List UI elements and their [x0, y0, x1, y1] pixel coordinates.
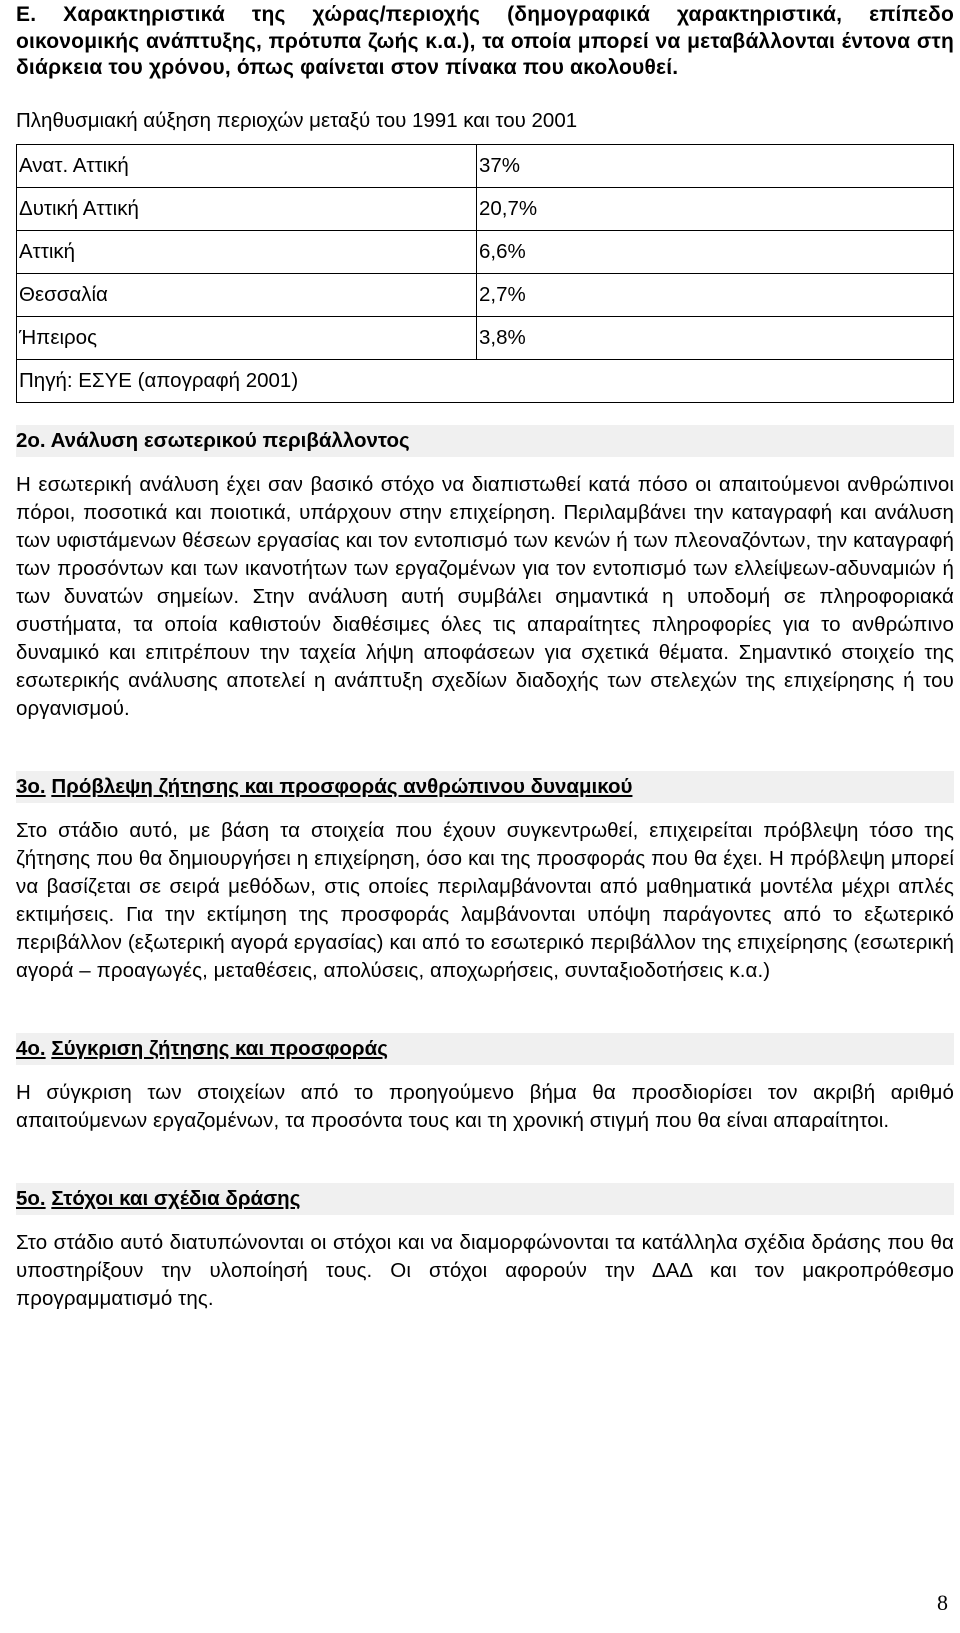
value-cell: 20,7% — [477, 187, 954, 230]
value-cell: 2,7% — [477, 273, 954, 316]
region-cell: Ήπειρος — [17, 316, 477, 359]
value-cell: 37% — [477, 144, 954, 187]
section-body-4: Η σύγκριση των στοιχείων από το προηγούμενο βήμα θα προσδιορίσει τον ακριβή αριθμό απαιτούμενων εργαζομένων, τα προσόντα τους και τη χρονική στιγμή που θα είναι απαραίτητοι. — [16, 1080, 954, 1132]
region-cell: Αττική — [17, 230, 477, 273]
table-row — [17, 187, 954, 230]
section-heading-4 — [16, 1033, 954, 1065]
section-title: Πρόβλεψη ζήτησης και προσφοράς ανθρώπινου δυναμικού — [51, 774, 633, 798]
section-number: 4ο. — [16, 1036, 46, 1060]
section-body-2: Η εσωτερική ανάλυση έχει σαν βασικό στόχο να διαπιστωθεί κατά πόσο οι απαιτούμενοι ανθρώπινοι πόροι, ποσοτικά και ποιοτικά, υπάρχουν στην επιχείρηση. Περιλαμβάνει την καταγραφή και ανάλυση των υφιστάμενων θέσεων εργασίας και τον εντοπισμό των κενών ή των πλεοναζόντων, την καταγραφή των προσόντων και των ικανοτήτων των εργαζομένων για τον εντοπισμό των ελλείψεων-αδυναμιών ή των δυνατών σημείων. Στην ανάλυση αυτή συμβάλει σημαντικά η υποδομή σε πληροφοριακά συστήματα, τα οποία καθιστούν διαθέσιμες όλες τις απαραίτητες πληροφορίες για το ανθρώπινο δυναμικό και επιτρέπουν την ταχεία λήψη αποφάσεων για σχετικά θέματα. Σημαντικό στοιχείο της εσωτερικής ανάλυσης αποτελεί η ανάπτυξη σχεδίων διαδοχής των στελεχών της επιχείρησης ή του οργανισμού. — [16, 472, 954, 720]
region-cell: Δυτική Αττική — [17, 187, 477, 230]
section-heading-5 — [16, 1183, 954, 1215]
table-row — [17, 230, 954, 273]
section-heading-2 — [16, 425, 954, 457]
region-cell: Ανατ. Αττική — [17, 144, 477, 187]
table-source-row — [17, 359, 954, 402]
population-growth-table — [16, 144, 954, 403]
region-cell: Θεσσαλία — [17, 273, 477, 316]
page-number: 8 — [937, 1590, 948, 1615]
section-number: 2ο. — [16, 428, 46, 452]
section-body-3: Στο στάδιο αυτό, με βάση τα στοιχεία που έχουν συγκεντρωθεί, επιχειρείται πρόβλεψη τόσο της ζήτησης που θα δημιουργήσει η επιχείρηση, όσο και της προσφοράς που θα έχει. Η πρόβλεψη μπορεί να βασίζεται σε σειρά μεθόδων, στις οποίες περιλαμβάνονται από μαθηματικά μοντέλα μέχρι απλές εκτιμήσεις. Για την εκτίμηση της προσφοράς λαμβάνονται υπόψη παράγοντες από το εξωτερικό περιβάλλον (εξωτερική αγορά εργασίας) και από το εσωτερικό περιβάλλον της επιχείρησης (εσωτερική αγορά – προαγωγές, μεταθέσεις, απολύσεις, αποχωρήσεις, συνταξιοδοτήσεις κ.α.) — [16, 818, 954, 982]
table-row — [17, 144, 954, 187]
section-title: Ανάλυση εσωτερικού περιβάλλοντος — [50, 428, 410, 452]
section-number: 5ο. — [16, 1186, 46, 1210]
table-caption: Πληθυσμιακή αύξηση περιοχών μεταξύ του 1991 και του 2001 — [16, 108, 578, 132]
section-number: 3ο. — [16, 774, 46, 798]
section-title: Στόχοι και σχέδια δράσης — [51, 1186, 301, 1210]
table-row — [17, 273, 954, 316]
value-cell: 3,8% — [477, 316, 954, 359]
section-body-5: Στο στάδιο αυτό διατυπώνονται οι στόχοι και να διαμορφώνονται τα κατάλληλα σχέδια δράσης που θα υποστηρίξουν την υλοποίησή τους. Οι στόχοι αφορούν την ΔΑΔ και τον μακροπρόθεσμο προγραμματισμό της. — [16, 1230, 954, 1310]
document-page — [16, 0, 954, 1313]
lead-paragraph: Ε. Χαρακτηριστικά της χώρας/περιοχής (δημογραφικά χαρακτηριστικά, επίπεδο οικονομικής ανάπτυξης, πρότυπα ζωής κ.α.), τα οποία μπορεί να μεταβάλλονται έντονα στη διάρκεια του χρόνου, όπως φαίνεται στον πίνακα που ακολουθεί. — [16, 3, 954, 79]
table-row — [17, 316, 954, 359]
section-heading-3 — [16, 771, 954, 803]
table-source: Πηγή: ΕΣΥΕ (απογραφή 2001) — [17, 359, 954, 402]
value-cell: 6,6% — [477, 230, 954, 273]
section-title: Σύγκριση ζήτησης και προσφοράς — [51, 1036, 388, 1060]
